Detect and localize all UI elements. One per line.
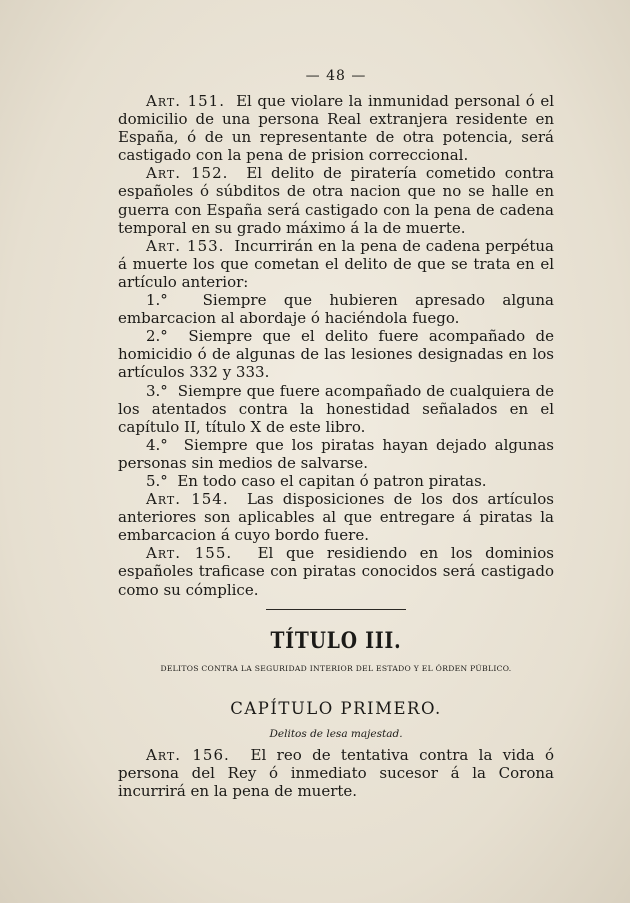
list-number: 5.°	[146, 471, 168, 490]
article-text: El reo de tentativa contra la vida ó persona del Rey ó inmediato sucesor á la Corona incurrirá en la pena de muerte.	[118, 745, 554, 800]
list-item-5	[118, 472, 554, 490]
article-151	[118, 92, 554, 164]
section-divider	[266, 609, 406, 610]
article-text: El delito de piratería cometido contra españoles ó súbditos de otra nacion que no se halle en guerra con España será castigado con la pena de cadena temporal en su grado máximo á la de muerte.	[118, 164, 554, 237]
article-label: Art. 153.	[146, 236, 225, 255]
list-item-4	[118, 436, 554, 472]
article-156	[118, 746, 554, 800]
section-heading: Delitos de lesa majestad.	[269, 727, 403, 740]
list-text: Siempre que los piratas hayan dejado algunas personas sin medios de salvarse.	[118, 435, 554, 472]
list-number: 4.°	[146, 435, 168, 454]
list-number: 1.°	[146, 291, 168, 310]
list-text: Siempre que el delito fuere acompañado de homicidio ó de algunas de las lesiones designadas en los artículos 332 y 333.	[118, 327, 554, 382]
article-text: El que residiendo en los dominios españoles traficase con piratas conocidos será castigado como su cómplice.	[118, 544, 554, 599]
article-text: El que violare la inmunidad personal ó el domicilio de una persona Real extranjera residente en España, ó de un representante de otra potencia, será castigado con la pena de prision correccional.	[118, 92, 554, 165]
article-155	[118, 544, 554, 598]
article-152	[118, 164, 554, 236]
article-text: Las disposiciones de los dos artículos anteriores son aplicables al que entregare á piratas la embarcacion á cuyo bordo fuere.	[118, 490, 554, 545]
list-item-1	[118, 291, 554, 327]
article-label: Art. 156.	[146, 745, 230, 764]
article-label: Art. 151.	[146, 92, 225, 110]
chapter-heading: CAPÍTULO PRIMERO.	[230, 698, 442, 718]
list-item-2	[118, 327, 554, 381]
list-text: Siempre que fuere acompañado de cualquiera de los atentados contra la honestidad señalados en el capítulo II, título X de este libro.	[118, 381, 554, 436]
article-154	[118, 490, 554, 544]
list-text: Siempre que hubieren apresado alguna embarcacion al abordaje ó haciéndola fuego.	[118, 291, 554, 328]
title-heading: TÍTULO III.	[270, 627, 402, 654]
list-item-3	[118, 382, 554, 436]
article-label: Art. 152.	[146, 164, 229, 183]
list-number: 2.°	[146, 327, 168, 346]
article-label: Art. 154.	[146, 490, 229, 509]
page-text	[118, 68, 554, 800]
page-number: — 48 —	[305, 68, 367, 84]
article-text: Incurrirán en la pena de cadena perpétua á muerte los que cometan el delito de que se trata en el artículo anterior:	[118, 236, 554, 291]
article-label: Art. 155.	[146, 544, 233, 563]
list-number: 3.°	[146, 381, 168, 400]
article-153	[118, 237, 554, 291]
list-text: En todo caso el capitan ó patron piratas.	[177, 471, 487, 490]
title-subheading: DELITOS CONTRA LA SEGURIDAD INTERIOR DEL ESTADO Y EL ÓRDEN PÚBLICO.	[160, 663, 512, 673]
